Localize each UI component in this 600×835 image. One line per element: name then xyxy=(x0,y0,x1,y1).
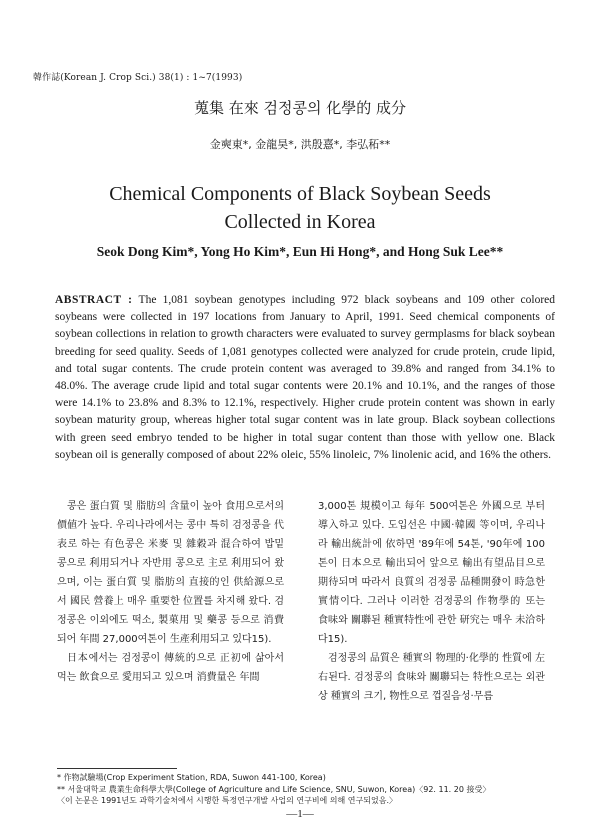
body-paragraph: 콩은 蛋白質 및 脂肪의 含量이 높아 食用으로서의 價値가 높다. 우리나라에서는 콩中 특히 검정콩을 代表로 하는 有色콩은 米麥 및 雜穀과 混合하여 밥밑콩으로 利用되거나 자반用 콩으로 主로 利用되어 왔으며, 이는 蛋白質 및 脂肪의 直接的인 供給源으로서 國民 營養上 매우 重要한 位置를 차지해 왔다. 검정콩은 이외에도 떡소, 製菓用 및 藥콩 등으로 消費되어 年間 27,000여톤이 生產利用되고 있다15). xyxy=(57,501,284,645)
abstract xyxy=(55,292,555,464)
body-column-left xyxy=(57,497,284,687)
title-english-line2: Collected in Korea xyxy=(224,211,376,233)
footnote: ** 서울대학교 農業生命科學大學(College of Agriculture and Life Science, SNU, Suwon, Korea)〈92. 11. 20 接受〉 xyxy=(57,784,491,794)
footnote: 〈이 논문은 1991년도 과학기술처에서 시행한 특정연구개발 사업의 연구비에 의해 연구되었음.〉 xyxy=(57,796,397,805)
footnotes xyxy=(57,772,557,807)
title-english-line1: Chemical Components of Black Soybean Seeds xyxy=(109,183,491,205)
authors-english: Seok Dong Kim*, Yong Ho Kim*, Eun Hi Hong*, and Hong Suk Lee** xyxy=(96,244,504,259)
body-paragraph: 검정콩의 品質은 種實의 物理的·化學的 性質에 左右된다. 검정콩의 食味와 關聯되는 特性으로는 외관상 種實의 크기, 物性으로 껍질음성·무름 xyxy=(318,653,545,702)
journal-citation: 韓作誌(Korean J. Crop Sci.) 38(1) : 1~7(1993) xyxy=(33,73,243,83)
authors-korean: 金奭東*, 金龍昊*, 洪殷憙*, 李弘䄷** xyxy=(209,138,391,151)
body-paragraph: 3,000톤 規模이고 每年 500여톤은 外國으로 부터 導入하고 있다. 도입선은 中國·韓國 等이며, 우리나라 輸出統計에 依하면 '89年에 54톤, '90年에 100톤이 日本으로 輸出되어 앞으로 輸出有望品目으로 期待되며 따라서 良質의 검정콩 品種開發이 時急한 實情이다. 그러나 이러한 검정콩의 作物學的 또는 食味와 關聯된 種實特性에 관한 研究는 매우 未洽하다15). xyxy=(318,501,545,645)
title-english xyxy=(0,180,600,236)
body-column-right xyxy=(318,497,545,706)
abstract-label: ABSTRACT : xyxy=(55,294,133,306)
title-korean: 蒐集 在來 검정콩의 化學的 成分 xyxy=(193,99,407,117)
footnote: * 作物試驗場(Crop Experiment Station, RDA, Suwon 441-100, Korea) xyxy=(57,773,326,782)
body-paragraph: 日本에서는 검정콩이 傳統的으로 正初에 삶아서 먹는 飲食으로 愛用되고 있으며 消費量은 年間 xyxy=(57,653,284,683)
footnote-divider xyxy=(57,768,177,769)
page-number: —1— xyxy=(286,808,314,820)
abstract-text: The 1,081 soybean genotypes including 972 black soybeans and 109 other colored soybeans were collected in 197 locations from January to April, 1991. Seed chemical components of soybean collections in relation to growth characters were evaluated to survey germplasms for black soybean breeding for seed quality. Seeds of 1,081 genotypes collected were analyzed for crude protein, crude lipid, and total sugar contents. The crude protein content was averaged to 39.8% and ranged from 34.1% to 48.0%. The average crude lipid and total sugar contents were 20.1% and 10.1%, and the ranges of those were 14.1% to 23.8% and 8.3% to 12.1%, respectively. Higher crude protein content was shown in early soybean maturity group, whereas higher total sugar content was in late group. Black soybean collections with green seed embryo tended to be higher in total sugar content than those with yellow one. Black soybean oil is generally composed of about 22% oleic, 55% linoleic, 7% linolenic acid, and 16% the others. xyxy=(55,294,556,461)
